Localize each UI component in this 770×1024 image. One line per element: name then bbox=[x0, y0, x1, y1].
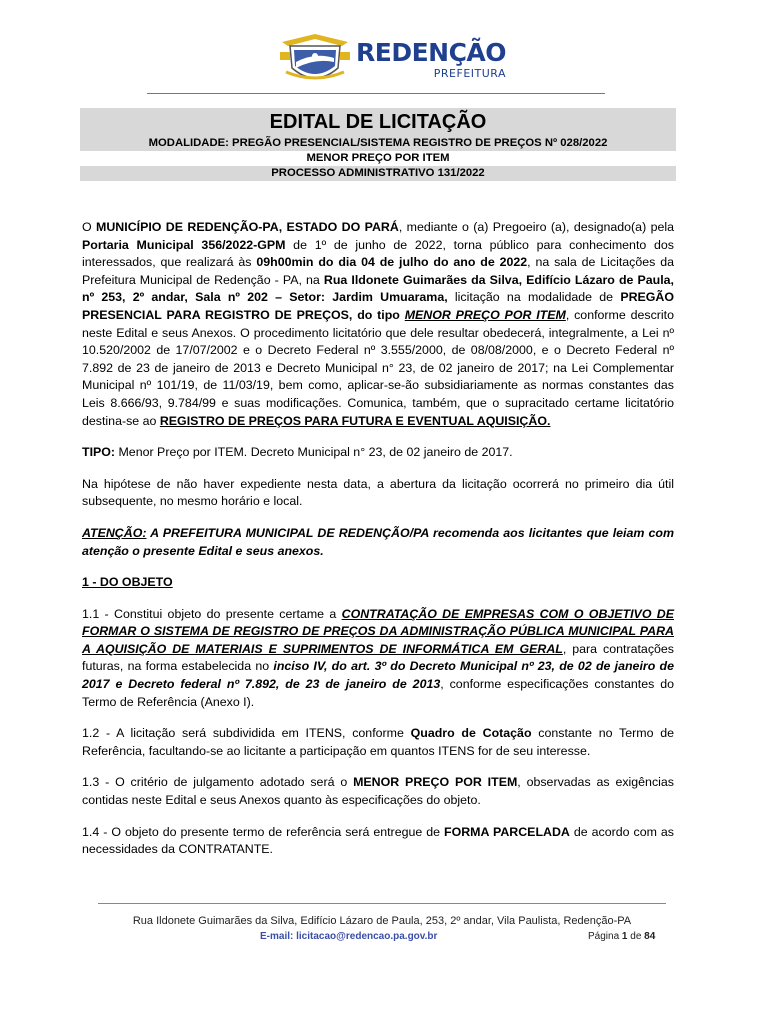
page-number: Página 1 de 84 bbox=[588, 931, 656, 942]
logo-subtitle: PREFEITURA bbox=[433, 67, 507, 80]
criteria-line: MENOR PREÇO POR ITEM bbox=[306, 152, 450, 164]
document-title: EDITAL DE LICITAÇÃO bbox=[80, 108, 676, 136]
clause-1-1: 1.1 - Constitui objeto do presente certame a CONTRATAÇÃO DE EMPRESAS COM O OBJETIVO DE FORMAR O SISTEMA DE REGISTRO DE PREÇOS DA ADMINISTRAÇÃO PÚBLICA MUNICIPAL PARA A AQUISIÇÃO DE MATERIAIS E SUPRIMENTOS DE INFORMÁTICA EM GERAL, para contratações futuras, na forma estabelecida no inciso IV, do art. 3º do Decreto Municipal nº 23, de 02 de janeiro de 2017 e Decreto federal nº 7.892, de 23 de janeiro de 2013, conforme especificações constantes do Termo de Referência (Anexo I). bbox=[82, 606, 675, 709]
intro-paragraph: O MUNICÍPIO DE REDENÇÃO-PA, ESTADO DO PARÁ, mediante o (a) Pregoeiro (a), designado(a) pela Portaria Municipal 356/2022-GPM de 1º de junho de 2022, torna público para conhecimento dos interessados, que realizará às 09h00min do dia 04 de julho do ano de 2022, na sala de Licitações da Prefeitura Municipal de Redenção - PA, na Rua Ildonete Guimarães da Silva, Edifício Lázaro de Paula, nº 253, 2º andar, Sala nº 202 – Setor: Jardim Umuarama, licitação na modalidade de PREGÃO PRESENCIAL PARA REGISTRO DE PREÇOS, do tipo MENOR PREÇO POR ITEM, conforme descrito neste Edital e seus Anexos. O procedimento licitatório que dele resultar obedecerá, integralmente, a Lei nº 10.520/2002 de 17/07/2002 e o Decreto Federal nº 3.555/2000, de 08/08/2000, e o Decreto Federal nº 7.892 de 23 de janeiro de 2013 e Decreto Municipal n° 23, de 02 janeiro de 2017; na Lei Complementar Municipal nº 101/19, de 11/03/19, bem como, aplicar-se-ão subsidiariamente as normas constantes das Leis 8.666/93, 9.784/99 e suas modificações. Comunica, também, que o supracitado certame licitatório destina-se ao REGISTRO DE PREÇOS PARA FUTURA E EVENTUAL AQUISIÇÃO. bbox=[82, 220, 675, 428]
coat-of-arms-icon bbox=[276, 32, 354, 88]
logo-text bbox=[356, 40, 506, 80]
tipo-paragraph: TIPO: Menor Preço por ITEM. Decreto Municipal n° 23, de 02 janeiro de 2017. bbox=[82, 445, 513, 460]
clause-1-2: 1.2 - A licitação será subdividida em ITENS, conforme Quadro de Cotação constante no Termo de Referência, facultando-se ao licitante a participação em quantos ITENS for de seu interesse. bbox=[82, 726, 675, 758]
prefeitura-logo bbox=[276, 32, 507, 88]
clause-1-3: 1.3 - O critério de julgamento adotado será o MENOR PREÇO POR ITEM, observadas as exigências contidas neste Edital e seus Anexos quanto às especificações do objeto. bbox=[82, 775, 674, 808]
logo-name: REDENÇÃO bbox=[356, 38, 507, 67]
clause-1-4: 1.4 - O objeto do presente termo de referência será entregue de FORMA PARCELADA de acordo com as necessidades da CONTRATANTE. bbox=[82, 824, 674, 857]
hipotese-paragraph: Na hipótese de não haver expediente nesta data, a abertura da licitação ocorrerá no primeiro dia útil subsequente, no mesmo horário e local. bbox=[82, 476, 674, 509]
document-body bbox=[82, 219, 674, 873]
modality-line: MODALIDADE: PREGÃO PRESENCIAL/SISTEMA REGISTRO DE PREÇOS Nº 028/2022 bbox=[80, 136, 676, 151]
title-block bbox=[80, 108, 676, 181]
header-divider bbox=[147, 93, 605, 94]
footer-email[interactable]: E-mail: licitacao@redencao.pa.gov.br bbox=[260, 931, 438, 942]
section-heading-objeto: 1 - DO OBJETO bbox=[82, 575, 173, 590]
process-line: PROCESSO ADMINISTRATIVO 131/2022 bbox=[80, 166, 676, 181]
footer-address: Rua Ildonete Guimarães da Silva, Edifício Lázaro de Paula, 253, 2º andar, Vila Paulista, Redenção-PA bbox=[132, 915, 632, 927]
atencao-paragraph: ATENÇÃO: A PREFEITURA MUNICIPAL DE REDENÇÃO/PA recomenda aos licitantes que leiam com atenção o presente Edital e seus anexos. bbox=[82, 525, 674, 558]
footer-divider bbox=[98, 903, 666, 904]
